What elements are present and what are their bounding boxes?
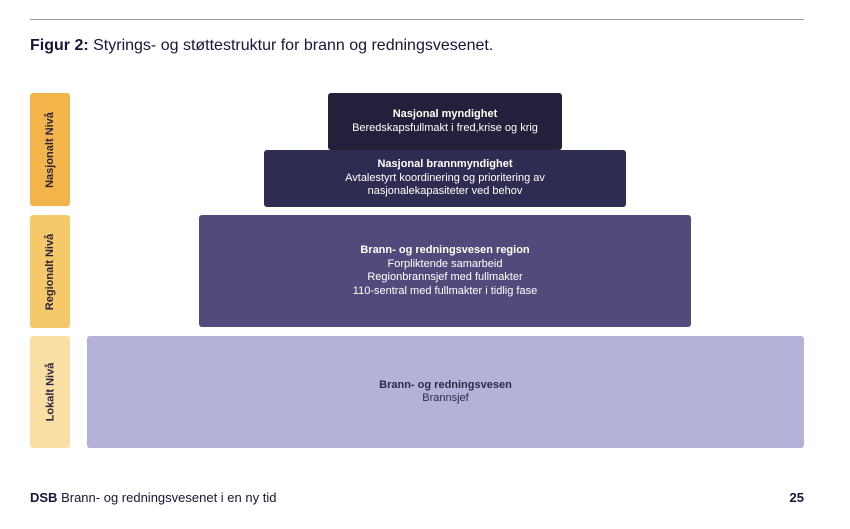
box-line: Beredskapsfullmakt i fred,krise og krig	[352, 121, 538, 134]
box-line: Regionbrannsjef med fullmakter	[367, 271, 523, 283]
box-line: nasjonalekapasiteter ved behov	[367, 185, 523, 198]
box-local-service	[87, 336, 804, 448]
box-title: Brann- og redningsvesen region	[360, 244, 530, 256]
box-title: Brann- og redningsvesen	[379, 378, 512, 391]
box-title: Nasjonal brannmyndighet	[377, 158, 513, 171]
top-divider	[30, 19, 804, 20]
level-tab-local	[30, 336, 70, 448]
level-label-local: Lokalt Nivå	[44, 362, 56, 422]
figure-label: Figur 2:	[30, 37, 89, 54]
footer-org: DSB	[30, 490, 58, 505]
level-label-regional: Regionalt Nivå	[44, 233, 56, 310]
box-line: 110-sentral med fullmakter i tidlig fase	[352, 284, 538, 297]
level-tab-national	[30, 93, 70, 206]
box-regional-service	[199, 215, 691, 327]
box-national-authority	[328, 93, 562, 150]
box-title: Nasjonal myndighet	[392, 108, 498, 120]
level-label-national: Nasjonalt Nivå	[44, 111, 56, 188]
footer-doc-title: Brann- og redningsvesenet i en ny tid	[61, 490, 277, 505]
page-number: 25	[789, 490, 804, 505]
figure-caption	[30, 37, 493, 55]
footer-document-title	[30, 490, 276, 505]
box-line: Brannsjef	[422, 392, 469, 404]
figure-title: Styrings- og støttestruktur for brann og redningsvesenet.	[93, 37, 494, 54]
box-line: Forpliktende samarbeid	[387, 257, 503, 270]
box-national-fire-authority	[264, 150, 626, 207]
level-tab-regional	[30, 215, 70, 328]
box-line: Avtalestyrt koordinering og prioritering av	[345, 171, 545, 184]
